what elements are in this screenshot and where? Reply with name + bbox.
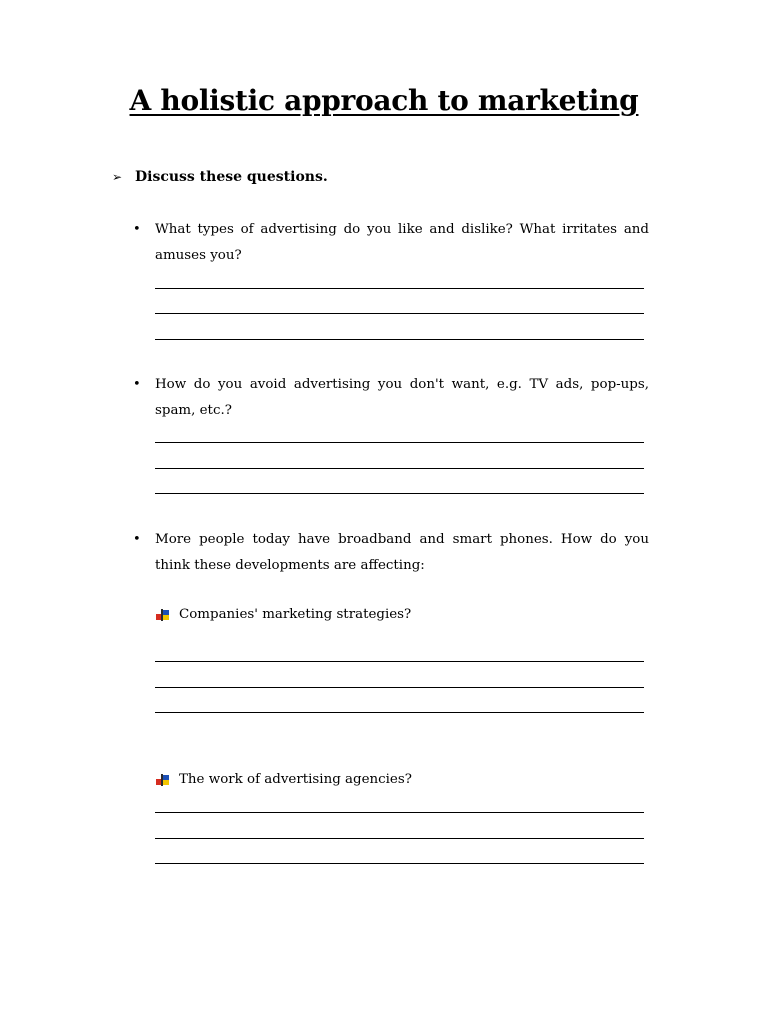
answer-line[interactable] [155, 442, 644, 443]
question-text: More people today have broadband and smart phones. How do you think these developments are affecting: [155, 532, 649, 573]
answer-line[interactable] [155, 493, 644, 494]
page-title: A holistic approach to marketing [129, 84, 639, 117]
answer-line[interactable] [155, 661, 644, 662]
subquestion-text: Companies' marketing strategies? [179, 607, 412, 622]
answer-line[interactable] [155, 313, 644, 314]
answer-line[interactable] [155, 863, 644, 864]
answer-line[interactable] [155, 838, 644, 839]
windows-logo-icon [156, 609, 170, 621]
answer-line[interactable] [155, 812, 644, 813]
subquestion-text: The work of advertising agencies? [179, 772, 412, 787]
windows-logo-icon [156, 774, 170, 786]
arrow-bullet-icon: ➢ [112, 170, 123, 184]
answer-line[interactable] [155, 712, 644, 713]
bullet-icon: • [133, 377, 141, 392]
instruction [112, 169, 328, 185]
question-1 [133, 217, 649, 269]
bullet-icon: • [133, 222, 141, 237]
question-3 [133, 527, 649, 579]
answer-line[interactable] [155, 339, 644, 340]
subquestion-1 [156, 607, 411, 622]
answer-line[interactable] [155, 288, 644, 289]
question-2 [133, 372, 649, 424]
question-text: How do you avoid advertising you don't want, e.g. TV ads, pop-ups, spam, etc.? [155, 377, 649, 418]
subquestion-2 [156, 772, 412, 787]
instruction-text: Discuss these questions. [135, 169, 328, 185]
bullet-icon: • [133, 532, 141, 547]
question-text: What types of advertising do you like and dislike? What irritates and amuses you? [155, 222, 649, 263]
answer-line[interactable] [155, 687, 644, 688]
answer-line[interactable] [155, 468, 644, 469]
